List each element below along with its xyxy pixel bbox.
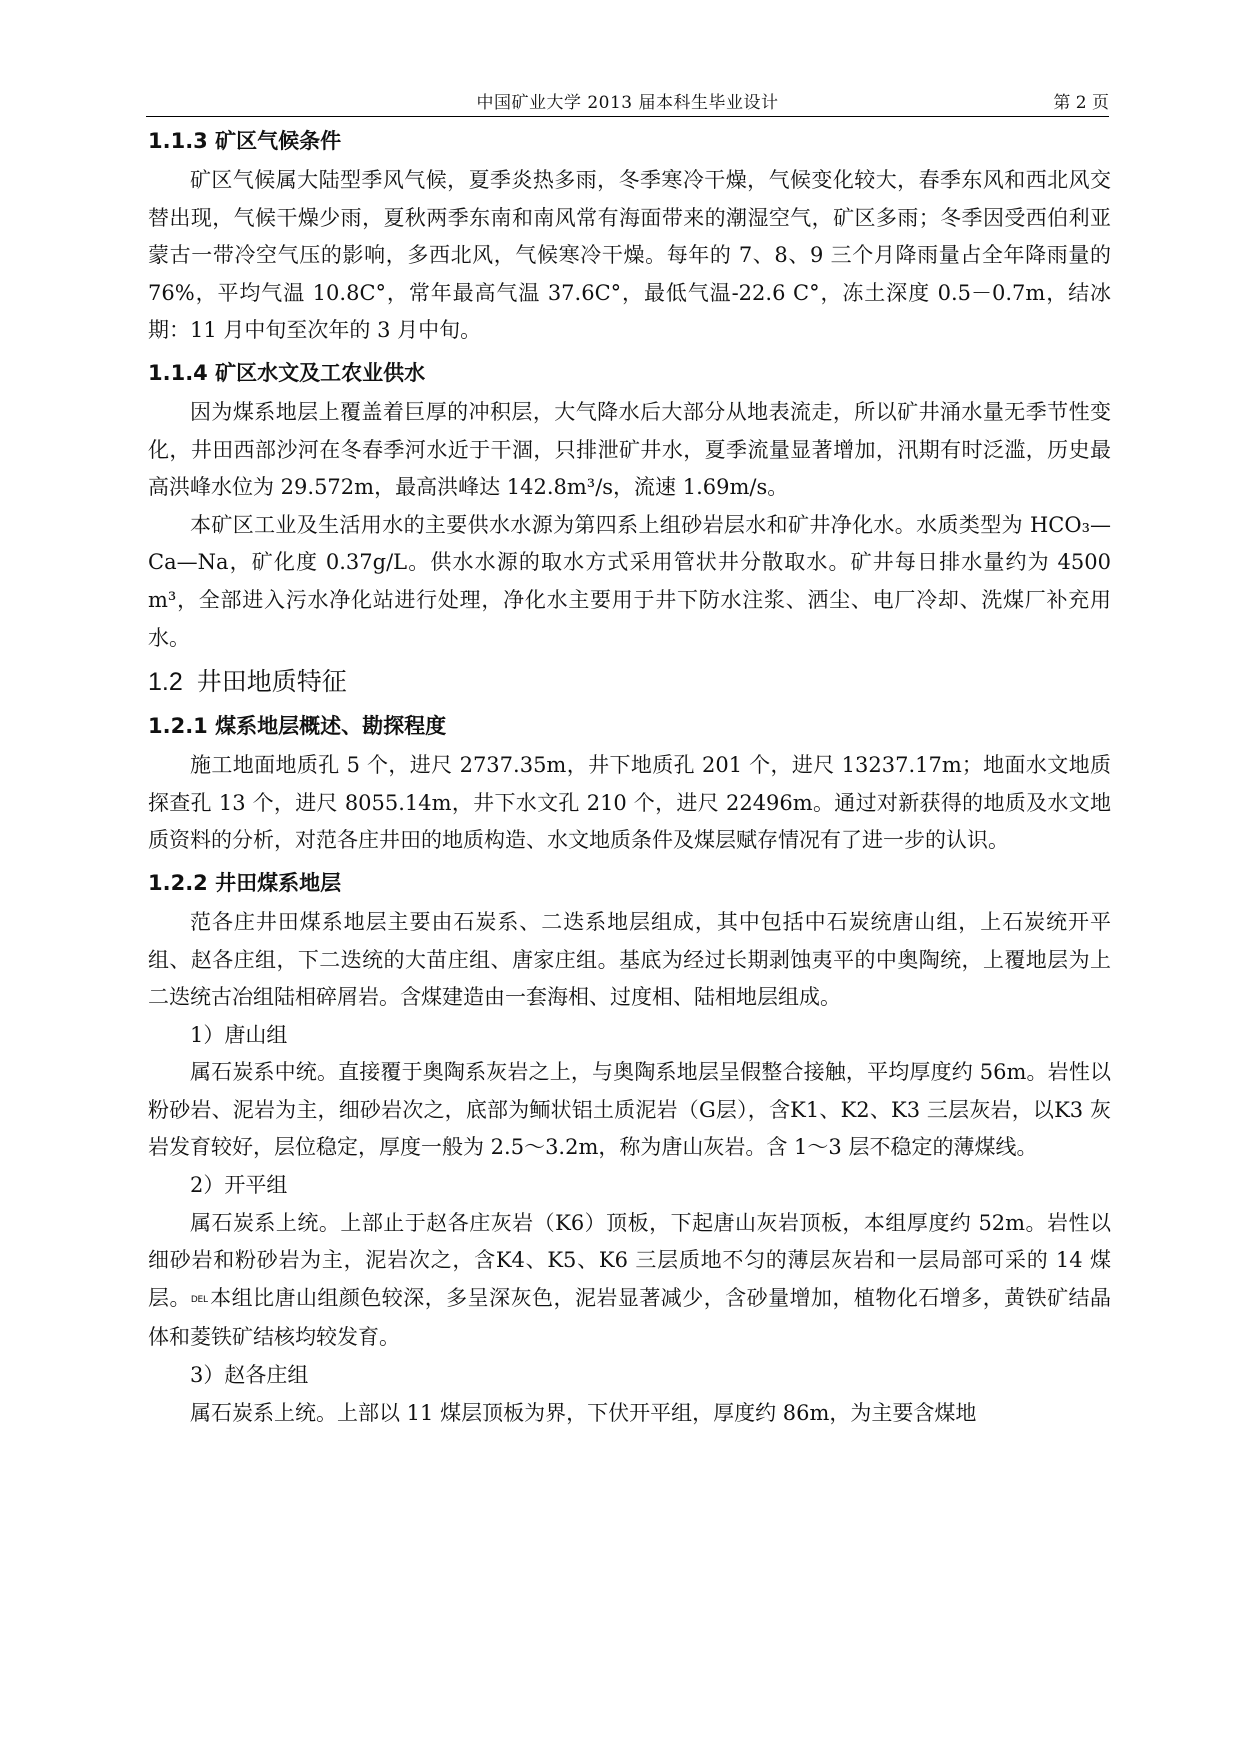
paragraph-exploration: 施工地面地质孔 5 个，进尺 2737.35m，井下地质孔 201 个，进尺 13237.17m；地面水文地质探查孔 13 个，进尺 8055.14m，井下水文孔 210 个，进尺 22496m。通过对新获得的地质及水文地质资料的分析，对范各庄井田的地质构造、水文地质条件及煤层赋存情况有了进一步的认识。 <box>148 753 1111 853</box>
paragraph-kaiping-part2: 本组比唐山组颜色较深，多呈深灰色，泥岩显著减少，含砂量增加，植物化石增多，黄铁矿结晶体和菱铁矿结核均较发育。 <box>148 1285 1111 1350</box>
list-item-tangshan: 1）唐山组 <box>190 1022 288 1047</box>
section-heading-1-2 <box>148 661 1111 703</box>
heading-1-2-1: 1.2.1 煤系地层概述、勘探程度 <box>148 714 447 739</box>
paragraph-hydrology: 因为煤系地层上覆盖着巨厚的冲积层，大气降水后大部分从地表流走，所以矿井涌水量无季节性变化，井田西部沙河在冬春季河水近于干涸，只排泄矿井水，夏季流量显著增加，汛期有时泛滥，历史最高洪峰水位为 29.572m，最高洪峰达 142.8m³/s，流速 1.69m/s。 <box>148 399 1111 500</box>
heading-1-1-3: 1.1.3 矿区气候条件 <box>148 129 342 153</box>
paragraph-kaiping <box>148 1205 1111 1357</box>
heading-1-1-4: 1.1.4 矿区水文及工农业供水 <box>148 360 426 385</box>
document-body <box>148 124 1111 1432</box>
page-number: 第 2 页 <box>1053 93 1109 113</box>
list-item-kaiping: 2）开平组 <box>190 1173 288 1198</box>
paragraph-kaiping-part1: 属石炭系上统。上部止于赵各庄灰岩（K6）顶板，下起唐山灰岩顶板，本组厚度约 52m。岩性以细砂岩和粉砂岩为主，泥岩次之，含K4、K5、K6 三层质地不匀的薄层灰岩和一层局部可采的 14 煤层。 <box>148 1210 1111 1310</box>
section-title: 井田地质特征 <box>196 667 347 697</box>
paragraph-climate: 矿区气候属大陆型季风气候，夏季炎热多雨，冬季寒冷干燥，气候变化较大，春季东风和西北风交替出现，气候干燥少雨，夏秋两季东南和南风常有海面带来的潮湿空气，矿区多雨；冬季因受西伯利亚蒙古一带冷空气压的影响，多西北风，气候寒冷干燥。每年的 7、8、9 三个月降雨量占全年降雨量的 76%，平均气温 10.8C°，常年最高气温 37.6C°，最低气温-22.6 C°，冻土深度 0.5－0.7m，结冰期：11 月中旬至次年的 3 月中旬。 <box>148 168 1111 343</box>
paragraph-zhaogezhuang: 属石炭系上统。上部以 11 煤层顶板为界，下伏开平组，厚度约 86m，为主要含煤地 <box>190 1400 977 1425</box>
paragraph-water-supply: 本矿区工业及生活用水的主要供水水源为第四系上组砂岩层水和矿井净化水。水质类型为 HCO₃—Ca—Na，矿化度 0.37g/L。供水水源的取水方式采用管状井分散取水。矿井每日排水量约为 4500 m³，全部进入污水净化站进行处理，净化水主要用于井下防水注浆、洒尘、电厂冷却、洗煤厂补充用水。 <box>148 512 1111 650</box>
section-number: 1.2 <box>148 668 183 697</box>
page-header <box>146 86 1109 117</box>
list-item-zhaogezhuang: 3）赵各庄组 <box>190 1363 309 1388</box>
heading-1-2-2: 1.2.2 井田煤系地层 <box>148 870 342 895</box>
paragraph-coal-strata: 范各庄井田煤系地层主要由石炭系、二迭系地层组成，其中包括中石炭统唐山组，上石炭统开平组、赵各庄组，下二迭统的大苗庄组、唐家庄组。基底为经过长期剥蚀夷平的中奥陶统，上覆地层为上二迭统古冶组陆相碎屑岩。含煤建造由一套海相、过度相、陆相地层组成。 <box>148 909 1111 1010</box>
del-mark: DEL <box>190 1294 208 1305</box>
header-title: 中国矿业大学 2013 届本科生毕业设计 <box>476 93 779 113</box>
paragraph-tangshan: 属石炭系中统。直接覆于奥陶系灰岩之上，与奥陶系地层呈假整合接触，平均厚度约 56m。岩性以粉砂岩、泥岩为主，细砂岩次之，底部为鲕状铝土质泥岩（G层），含K1、K2、K3 三层灰岩，以K3 灰岩发育较好，层位稳定，厚度一般为 2.5～3.2m，称为唐山灰岩。含 1～3 层不稳定的薄煤线。 <box>148 1060 1111 1160</box>
